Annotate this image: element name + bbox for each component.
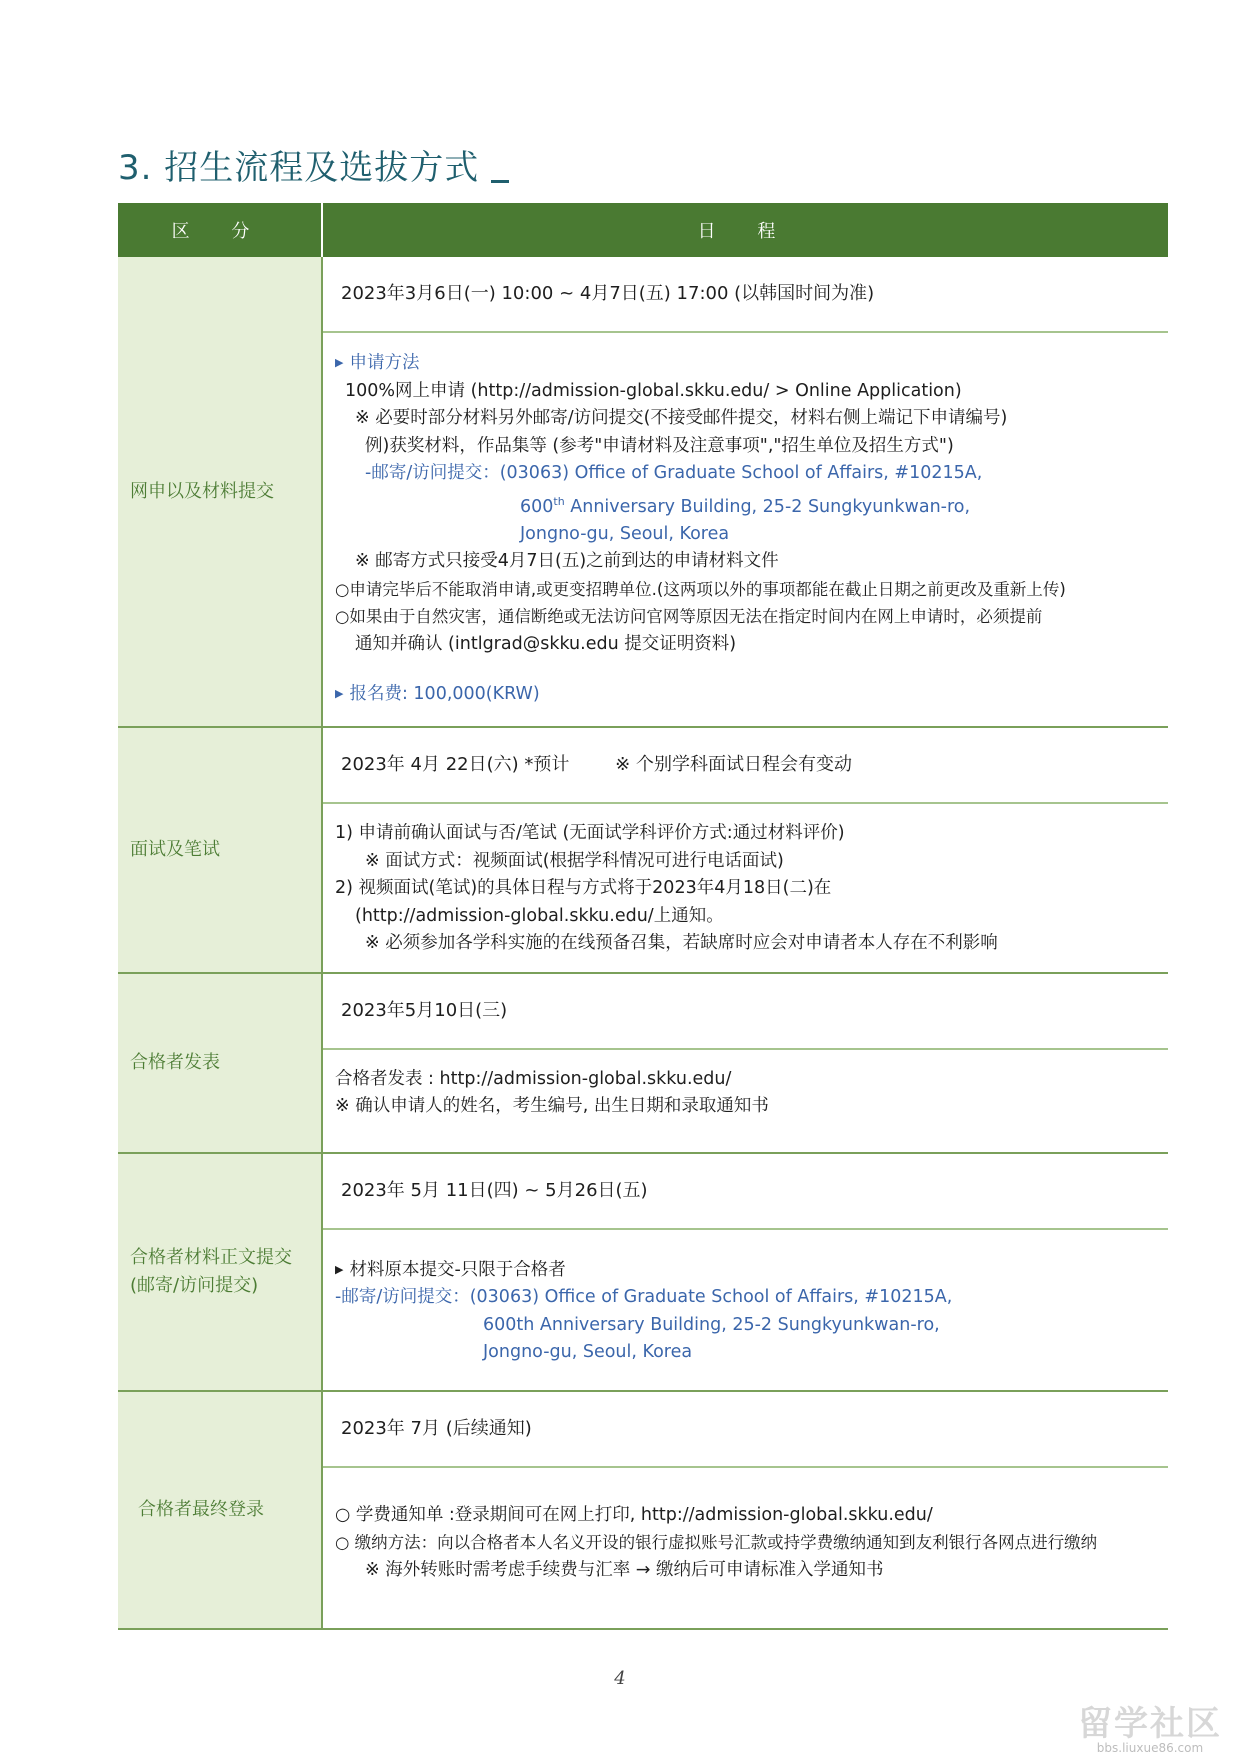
triangle-bullet-icon: ▶ [335,687,344,701]
application-fee: ▶ 报名费: 100,000(KRW) [335,684,540,705]
table-row [118,1391,1168,1629]
page-title: 3. 招生流程及选拔方式 [118,140,509,189]
schedule-details [323,1468,1168,1599]
watermark-url: bbs.liuxue86.com [1096,1741,1204,1755]
schedule-details [323,1230,1168,1381]
category-cell: 面试及笔试 [118,727,322,973]
header-schedule: 日 程 [322,203,1168,257]
schedule-details [323,333,1168,723]
table-row [118,727,1168,973]
category-cell: 合格者最终登录 [118,1391,322,1629]
category-cell: 合格者材料正文提交 (邮寄/访问提交) [118,1153,322,1391]
schedule-details [323,1050,1168,1135]
watermark-text: 留学社区 [1078,1704,1222,1744]
schedule-cell [322,973,1168,1153]
list-item: ○申请完毕后不能取消申请,或更变招聘单位.(这两项以外的事项都能在截止日期之前更改及重新上传) [335,579,1066,599]
admission-schedule-table [118,203,1168,1630]
category-cell: 网申以及材料提交 [118,257,322,727]
category-cell: 合格者发表 [118,973,322,1153]
list-item: ※ 必要时部分材料另外邮寄/访问提交(不接受邮件提交，材料右侧上端记下申请编号) [355,408,1008,428]
schedule-date: 2023年5月10日(三) [323,974,1168,1050]
list-item: 例)获奖材料，作品集等 (参考"申请材料及注意事项","招生单位及招生方式") [365,435,954,456]
schedule-details [323,804,1168,972]
watermark-logo [1078,1696,1222,1755]
list-item: ○如果由于自然灾害，通信断绝或无法访问官网等原因无法在指定时间内在网上申请时，必须提前 [335,607,1043,627]
mailing-address: -邮寄/访问提交：(03063) Office of Graduate School of Affairs, #10215A, [365,463,983,483]
list-item: ※ 海外转账时需考虑手续费与汇率 → 缴纳后可申请标准入学通知书 [365,1559,884,1580]
list-item: 2) 视频面试(笔试)的具体日程与方式将于2023年4月18日(二)在 [335,878,832,898]
list-item: ※ 邮寄方式只接受4月7日(五)之前到达的申请材料文件 [355,551,779,572]
list-item: ※ 确认申请人的姓名，考生编号, 出生日期和录取通知书 [335,1096,769,1116]
schedule-cell [322,1391,1168,1629]
list-item: 100%网上申请 (http://admission-global.skku.edu/ > Online Application) [345,380,962,401]
list-item: 1) 申请前确认面试与否/笔试 (无面试学科评价方式:通过材料评价) [335,823,845,843]
list-item: ※ 面试方式：视频面试(根据学科情况可进行电话面试) [365,850,784,871]
schedule-date: 2023年3月6日(一) 10:00 ~ 4月7日(五) 17:00 (以韩国时间为准) [323,257,1168,333]
list-item: ▶ 申请方法 [335,353,420,373]
header-category: 区 分 [118,203,322,257]
triangle-bullet-icon: ▶ [335,1262,344,1276]
schedule-date: 2023年 4月 22日(六) *预计 ※ 个别学科面试日程会有变动 [323,728,1168,804]
schedule-date: 2023年 7月 (后续通知) [323,1392,1168,1468]
list-item: (http://admission-global.skku.edu/上通知。 [355,905,724,926]
schedule-cell [322,257,1168,727]
mailing-address-line: 600th Anniversary Building, 25-2 Sungkyunkwan-ro, [520,494,971,517]
list-item: ※ 必须参加各学科实施的在线预备召集，若缺席时应会对申请者本人存在不利影响 [365,933,998,953]
list-item: ○ 学费通知单 :登录期间可在网上打印, http://admission-global.skku.edu/ [335,1504,933,1525]
mailing-address-line: 600th Anniversary Building, 25-2 Sungkyunkwan-ro, [483,1314,940,1335]
mailing-address: -邮寄/访问提交：(03063) Office of Graduate School of Affairs, #10215A, [335,1287,953,1307]
schedule-date: 2023年 5月 11日(四) ~ 5月26日(五) [323,1154,1168,1230]
mailing-address-line: Jongno-gu, Seoul, Korea [483,1342,693,1362]
table-row [118,1153,1168,1391]
schedule-cell [322,727,1168,973]
triangle-bullet-icon: ▶ [335,356,344,369]
table-row [118,973,1168,1153]
list-item: ○ 缴纳方法：向以合格者本人名义开设的银行虚拟账号汇款或持学费缴纳通知到友利银行各网点进行缴纳 [335,1533,1098,1552]
table-header-row [118,203,1168,257]
list-item: 合格者发表 : http://admission-global.skku.edu/ [335,1068,732,1089]
mailing-address-line: Jongno-gu, Seoul, Korea [520,523,730,544]
schedule-cell [322,1153,1168,1391]
page-number: 4 [614,1668,626,1689]
list-item: 通知并确认 (intlgrad@skku.edu 提交证明资料) [355,633,737,654]
table-row [118,257,1168,727]
title-underscore [491,180,509,183]
list-item: ▶ 材料原本提交-只限于合格者 [335,1259,566,1280]
